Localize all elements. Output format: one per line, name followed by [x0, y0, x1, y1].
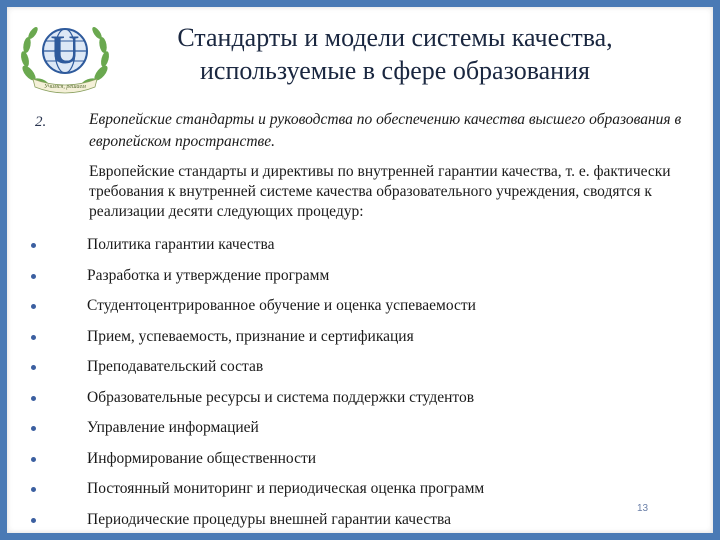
list-item-text: Прием, успеваемость, признание и сертификация — [87, 328, 414, 345]
list-item — [31, 448, 671, 470]
bullet-icon — [31, 243, 36, 248]
list-item-text: Преподавательский состав — [87, 358, 264, 375]
bullet-icon — [31, 365, 36, 370]
page-number: 13 — [637, 503, 649, 514]
list-item-text: Образовательные ресурсы и система поддержки студентов — [87, 389, 475, 406]
section-subtitle: Европейские стандарты и руководства по обеспечению качества высшего образования в европейском пространстве. — [89, 111, 682, 150]
list-item — [31, 387, 671, 409]
bullet-icon — [31, 426, 36, 431]
bullet-icon — [31, 274, 36, 279]
list-item — [31, 478, 671, 500]
bullet-icon — [31, 518, 36, 523]
list-item — [31, 417, 671, 439]
list-item — [31, 356, 671, 378]
list-item-text: Периодические процедуры внешней гарантии качества — [87, 511, 452, 528]
list-item-text: Управление информацией — [87, 419, 259, 436]
list-item — [31, 234, 671, 256]
list-item — [31, 265, 671, 287]
list-item — [31, 295, 671, 317]
slide — [7, 7, 713, 533]
list-item-text: Студентоцентрированное обучение и оценка успеваемости — [87, 297, 476, 314]
list-item — [31, 509, 671, 531]
list-item-text: Разработка и утверждение программ — [87, 267, 330, 284]
list-item-text: Информирование общественности — [87, 450, 317, 467]
bullet-icon — [31, 457, 36, 462]
svg-text:U: U — [50, 27, 80, 72]
title-line-2: используемые в сфере образования — [200, 56, 590, 85]
bullet-icon — [31, 304, 36, 309]
bullet-icon — [31, 335, 36, 340]
bullet-icon — [31, 487, 36, 492]
list-item-text: Постоянный мониторинг и периодическая оценка программ — [87, 480, 485, 497]
section-intro: Европейские стандарты и директивы по внутренней гарантии качества, т. е. фактически требования к внутренней системе качества образовательного учреждения, сводятся к реализации десяти следующих процедур: — [89, 163, 671, 220]
title-line-1: Стандарты и модели системы качества, — [177, 23, 613, 52]
svg-text:Учимся, решаем: Учимся, решаем — [44, 84, 86, 90]
procedures-list — [7, 7, 713, 533]
list-item — [31, 326, 671, 348]
section-number: 2. — [35, 114, 47, 130]
bullet-icon — [31, 396, 36, 401]
list-item-text: Политика гарантии качества — [87, 236, 275, 253]
